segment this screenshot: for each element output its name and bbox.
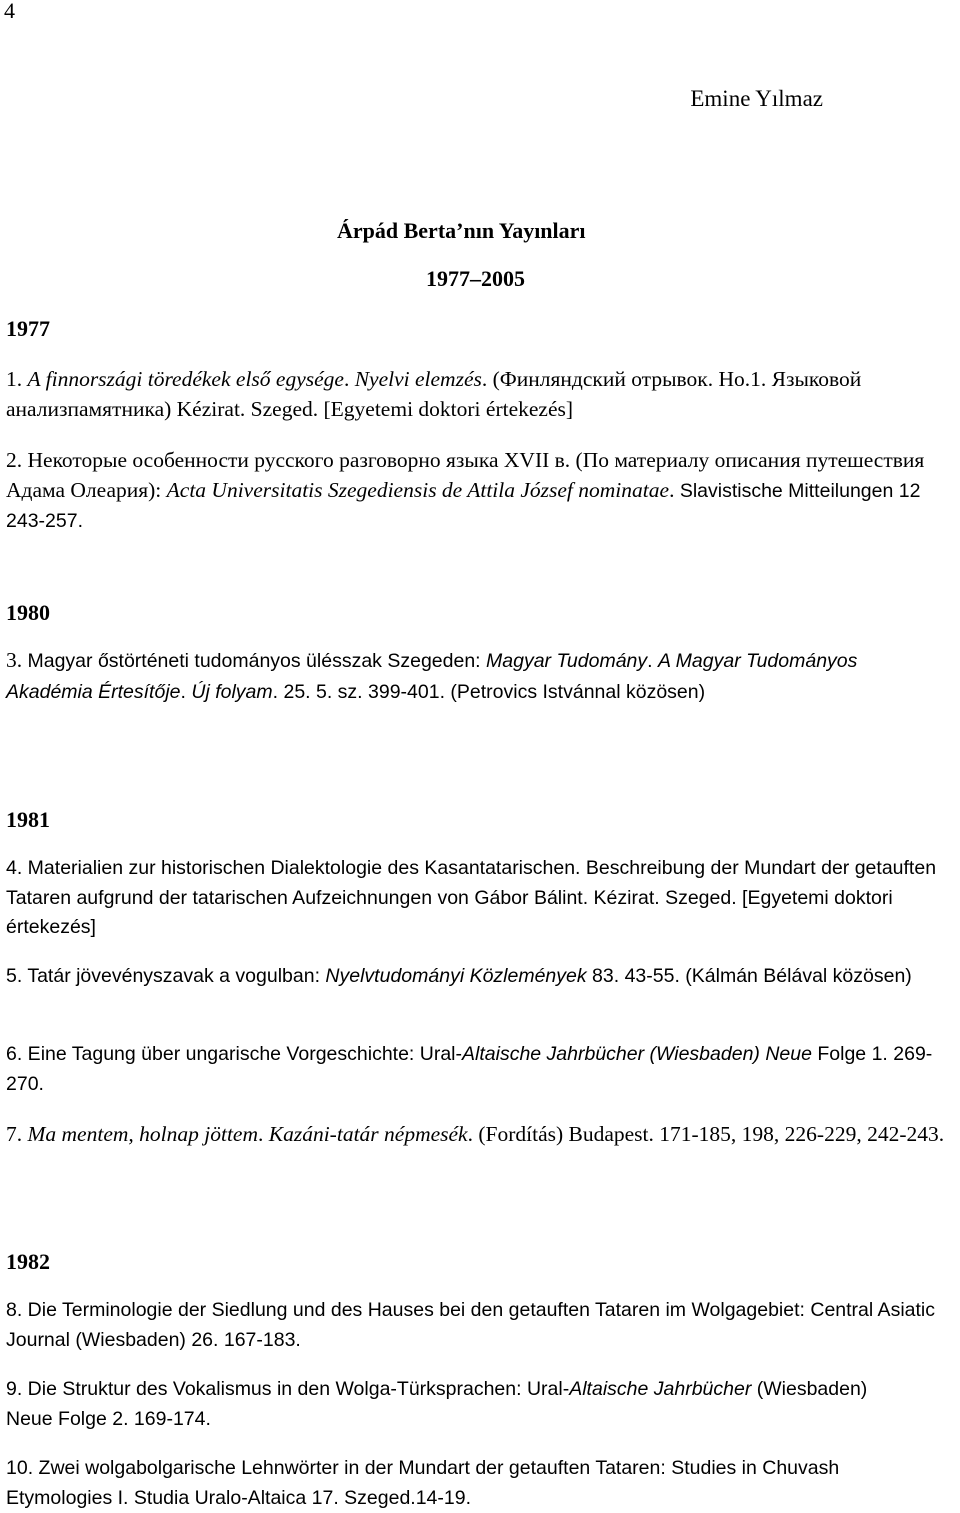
entry-7: 7. Ma mentem, holnap jöttem. Kazáni-tatár népmesék. (Fordítás) Budapest. 171-185, 198, 226-229, 242-243. xyxy=(6,1122,945,1146)
year-range: 1977–2005 xyxy=(426,266,525,291)
section-year-1977: 1977 xyxy=(6,316,50,341)
entry-10: 10. Zwei wolgabolgarische Lehnwörter in der Mundart der getauften Tataren: Studies in Chuvash Etymologies I. Studia Uralo-Altaica 17. Szeged.14-19. xyxy=(6,1457,840,1509)
entry-4: 4. Materialien zur historischen Dialektologie des Kasantatarischen. Beschreibung der Mundart der getauften Tataren aufgrund der tatarischen Aufzeichnungen von Gábor Bálint. Kézirat. Szeged. [Egyetemi doktori értekezés] xyxy=(6,857,937,938)
entry-6: 6. Eine Tagung über ungarische Vorgeschichte: Ural-Altaische Jahrbücher (Wiesbaden) Neue Folge 1. 269-270. xyxy=(6,1043,933,1095)
entry-9: 9. Die Struktur des Vokalismus in den Wolga-Türksprachen: Ural-Altaische Jahrbücher (Wiesbaden) Neue Folge 2. 169-174. xyxy=(6,1378,868,1430)
entry-3: 3. Magyar őstörténeti tudományos ülésszak Szegeden: Magyar Tudomány. A Magyar Tudományos Akadémia Értesítője. Új folyam. 25. 5. sz. 399-401. (Petrovics Istvánnal közösen) xyxy=(6,648,858,703)
page-number: 4 xyxy=(4,0,15,23)
section-year-1980: 1980 xyxy=(6,600,50,625)
entry-1: 1. A finnországi töredékek első egysége. Nyelvi elemzés. (Финляндский отрывок. Но.1. Языковой анализпамятника) Kézirat. Szeged. [Egyetemi doktori értekezés] xyxy=(6,367,862,421)
author-name: Emine Yılmaz xyxy=(690,86,823,111)
entry-8: 8. Die Terminologie der Siedlung und des Hauses bei den getauften Tataren im Wolgagebiet: Central Asiatic Journal (Wiesbaden) 26. 167-183. xyxy=(6,1299,935,1351)
entry-5: 5. Tatár jövevényszavak a vogulban: Nyelvtudományi Közlemények 83. 43-55. (Kálmán Bélával közösen) xyxy=(6,965,912,987)
entry-2: 2. Некоторые особенности русского разговорно языка XVII в. (По материалу описания путешествия Адама Олеария): Acta Universitatis Szegediensis de Attila József nominatae. Slavistische Mitteilungen 12 243-257. xyxy=(6,448,925,532)
section-year-1981: 1981 xyxy=(6,807,50,832)
section-year-1982: 1982 xyxy=(6,1249,50,1274)
document-title: Árpád Berta’nın Yayınları xyxy=(337,218,586,243)
